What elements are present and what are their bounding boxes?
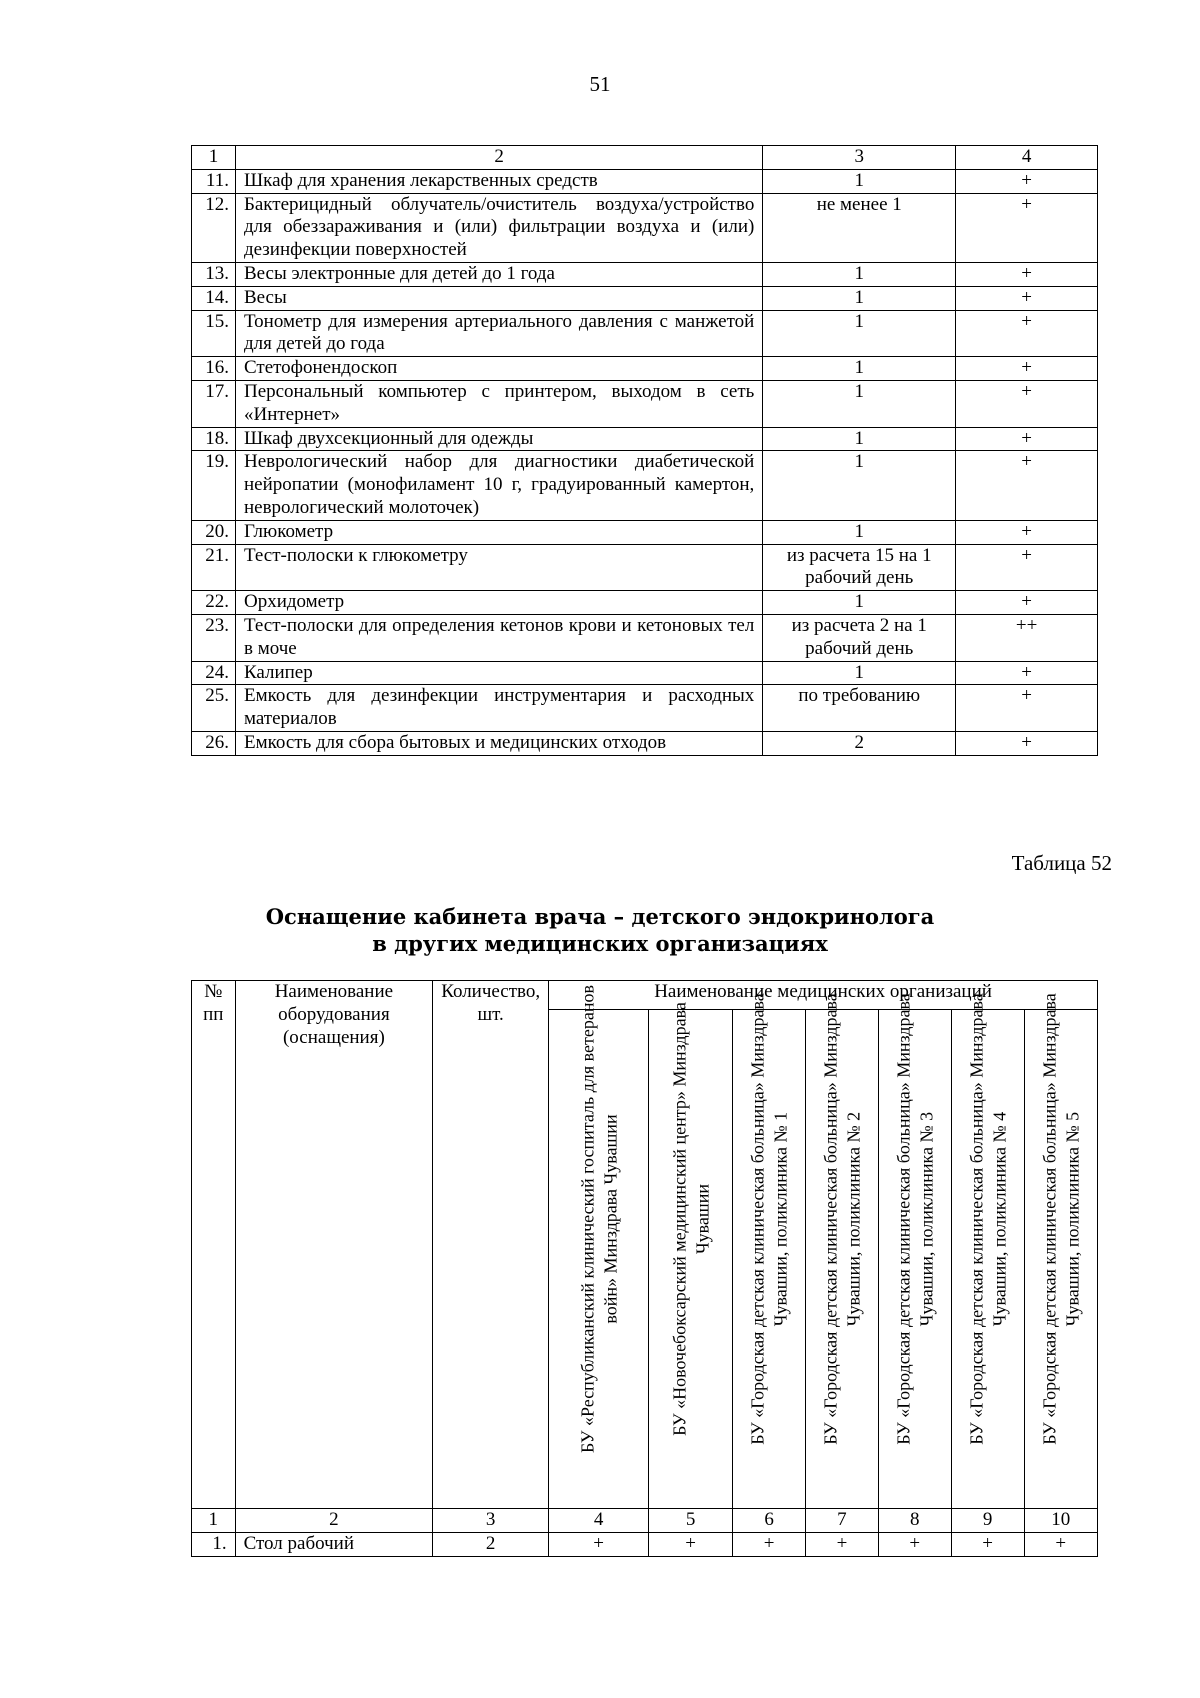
column-number-cell: 1 (192, 1509, 236, 1533)
table-row (192, 544, 1098, 591)
availability-mark: + (956, 262, 1098, 286)
org-header-label: БУ «Городская детская клиническая больница» Минздрава Чувашии, поликлиника № 5 (1039, 993, 1082, 1445)
quantity: 1 (763, 427, 956, 451)
equipment-name: Емкость для дезинфекции инструментария и расходных материалов (235, 685, 762, 732)
table-row (192, 380, 1098, 427)
quantity: 1 (763, 661, 956, 685)
equipment-table-continued (191, 145, 1098, 756)
table-row (192, 262, 1098, 286)
availability-mark: + (956, 380, 1098, 427)
col-header-number: № пп (192, 981, 236, 1509)
org-header-label: БУ «Городская детская клиническая больница» Минздрава Чувашии, поликлиника № 3 (893, 993, 936, 1445)
equipment-name: Персональный компьютер с принтером, выходом в сеть «Интернет» (235, 380, 762, 427)
availability-mark: + (956, 544, 1098, 591)
equipment-name: Глюкометр (235, 520, 762, 544)
row-number: 26. (192, 731, 236, 755)
equipment-name: Бактерицидный облучатель/очиститель воздуха/устройство для обеззараживания и (или) фильтрации воздуха и (или) дезинфекции поверхностей (235, 193, 762, 262)
availability-mark: ++ (956, 614, 1098, 661)
col-header-quantity: Количество, шт. (433, 981, 549, 1509)
table-row (192, 661, 1098, 685)
org-header-cell (733, 993, 806, 1509)
equipment-name: Емкость для сбора бытовых и медицинских отходов (235, 731, 762, 755)
column-number-cell: 3 (763, 146, 956, 170)
org-header-cell (549, 985, 649, 1509)
quantity: 1 (763, 286, 956, 310)
row-number: 11. (192, 169, 236, 193)
quantity: 1 (763, 520, 956, 544)
col-header-organizations: Наименование медицинских организаций (549, 981, 1098, 1010)
quantity: 1 (763, 310, 956, 357)
equipment-name: Тонометр для измерения артериального давления с манжетой для детей до года (235, 310, 762, 357)
availability-mark: + (956, 286, 1098, 310)
quantity: 1 (763, 451, 956, 520)
column-number-cell: 2 (235, 146, 762, 170)
column-numbers-row (192, 1509, 1098, 1533)
table-row (192, 614, 1098, 661)
row-number: 22. (192, 591, 236, 615)
table-row (192, 357, 1098, 381)
quantity: не менее 1 (763, 193, 956, 262)
col-header-equipment-name: Наименование оборудования (оснащения) (235, 981, 433, 1509)
table-row (192, 193, 1098, 262)
quantity: из расчета 2 на 1 рабочий день (763, 614, 956, 661)
quantity: 1 (763, 169, 956, 193)
equipment-name: Калипер (235, 661, 762, 685)
availability-mark: + (956, 661, 1098, 685)
availability-mark: + (956, 169, 1098, 193)
quantity: из расчета 15 на 1 рабочий день (763, 544, 956, 591)
column-number-cell: 1 (192, 146, 236, 170)
row-number: 21. (192, 544, 236, 591)
table-row (192, 427, 1098, 451)
availability-mark: + (549, 1532, 649, 1556)
row-number: 14. (192, 286, 236, 310)
availability-mark: + (956, 427, 1098, 451)
row-number: 13. (192, 262, 236, 286)
availability-mark: + (956, 310, 1098, 357)
row-number: 20. (192, 520, 236, 544)
quantity: 1 (763, 380, 956, 427)
availability-mark: + (733, 1532, 806, 1556)
org-header-label: БУ «Городская детская клиническая больница» Минздрава Чувашии, поликлиника № 2 (820, 993, 863, 1445)
row-number: 18. (192, 427, 236, 451)
equipment-name: Стетофонендоскоп (235, 357, 762, 381)
org-header-cell (1024, 993, 1097, 1509)
org-header-label: БУ «Городская детская клиническая больница» Минздрава Чувашии, поликлиника № 4 (966, 993, 1009, 1445)
table-header-row (192, 146, 1098, 170)
quantity: по требованию (763, 685, 956, 732)
equipment-name: Тест-полоски для определения кетонов крови и кетоновых тел в моче (235, 614, 762, 661)
page-number: 51 (589, 72, 611, 96)
quantity: 1 (763, 357, 956, 381)
org-header-cell (806, 993, 879, 1509)
availability-mark: + (956, 685, 1098, 732)
column-number-cell: 8 (878, 1509, 951, 1533)
equipment-name: Весы (235, 286, 762, 310)
table-title (0, 903, 1200, 958)
org-header-label: БУ «Городская детская клиническая больница» Минздрава Чувашии, поликлиника № 1 (747, 993, 791, 1445)
quantity: 1 (763, 262, 956, 286)
table-row (192, 1532, 1098, 1556)
equipment-name: Весы электронные для детей до 1 года (235, 262, 762, 286)
equipment-name: Неврологический набор для диагностики диабетической нейропатии (монофиламент 10 г, градуированный камертон, неврологический молоточек) (235, 451, 762, 520)
org-header-cell (878, 993, 951, 1509)
equipment-name: Тест-полоски к глюкометру (235, 544, 762, 591)
row-number: 23. (192, 614, 236, 661)
availability-mark: + (649, 1532, 733, 1556)
row-number: 17. (192, 380, 236, 427)
equipment-name: Шкаф двухсекционный для одежды (235, 427, 762, 451)
table-label: Таблица 52 (1011, 851, 1112, 875)
availability-mark: + (956, 193, 1098, 262)
column-number-cell: 7 (806, 1509, 879, 1533)
table-row (192, 451, 1098, 520)
row-number: 12. (192, 193, 236, 262)
table-row (192, 685, 1098, 732)
row-number: 15. (192, 310, 236, 357)
org-header-label: БУ «Республиканский клинический госпиталь для ветеранов войн» Минздрава Чувашии (577, 985, 620, 1453)
availability-mark: + (956, 451, 1098, 520)
org-header-cell (951, 993, 1024, 1509)
row-number: 25. (192, 685, 236, 732)
table-title-line: в других медицинских организациях (372, 931, 828, 957)
column-number-cell: 2 (235, 1509, 433, 1533)
quantity: 2 (433, 1532, 549, 1556)
column-number-cell: 4 (549, 1509, 649, 1533)
availability-mark: + (806, 1532, 879, 1556)
row-number: 19. (192, 451, 236, 520)
org-header-cell (649, 1002, 733, 1509)
table-title-line: Оснащение кабинета врача – детского эндокринолога (265, 904, 935, 929)
row-number: 1. (192, 1532, 236, 1556)
table-row (192, 520, 1098, 544)
column-number-cell: 3 (433, 1509, 549, 1533)
column-number-cell: 5 (649, 1509, 733, 1533)
column-number-cell: 4 (956, 146, 1098, 170)
quantity: 2 (763, 731, 956, 755)
quantity: 1 (763, 591, 956, 615)
row-number: 24. (192, 661, 236, 685)
availability-mark: + (878, 1532, 951, 1556)
availability-mark: + (1024, 1532, 1097, 1556)
availability-mark: + (956, 731, 1098, 755)
equipment-name: Шкаф для хранения лекарственных средств (235, 169, 762, 193)
equipment-name: Орхидометр (235, 591, 762, 615)
column-number-cell: 9 (951, 1509, 1024, 1533)
row-number: 16. (192, 357, 236, 381)
column-number-cell: 6 (733, 1509, 806, 1533)
column-number-cell: 10 (1024, 1509, 1097, 1533)
equipment-name: Стол рабочий (235, 1532, 433, 1556)
availability-mark: + (956, 520, 1098, 544)
table-row (192, 310, 1098, 357)
table-row (192, 731, 1098, 755)
availability-mark: + (956, 357, 1098, 381)
table-row (192, 286, 1098, 310)
equipment-by-organization-table (191, 980, 1098, 1557)
availability-mark: + (951, 1532, 1024, 1556)
org-header-label: БУ «Новочебоксарский медицинский центр» Минздрава Чувашии (669, 1002, 712, 1436)
table-row (192, 591, 1098, 615)
table-row (192, 169, 1098, 193)
availability-mark: + (956, 591, 1098, 615)
